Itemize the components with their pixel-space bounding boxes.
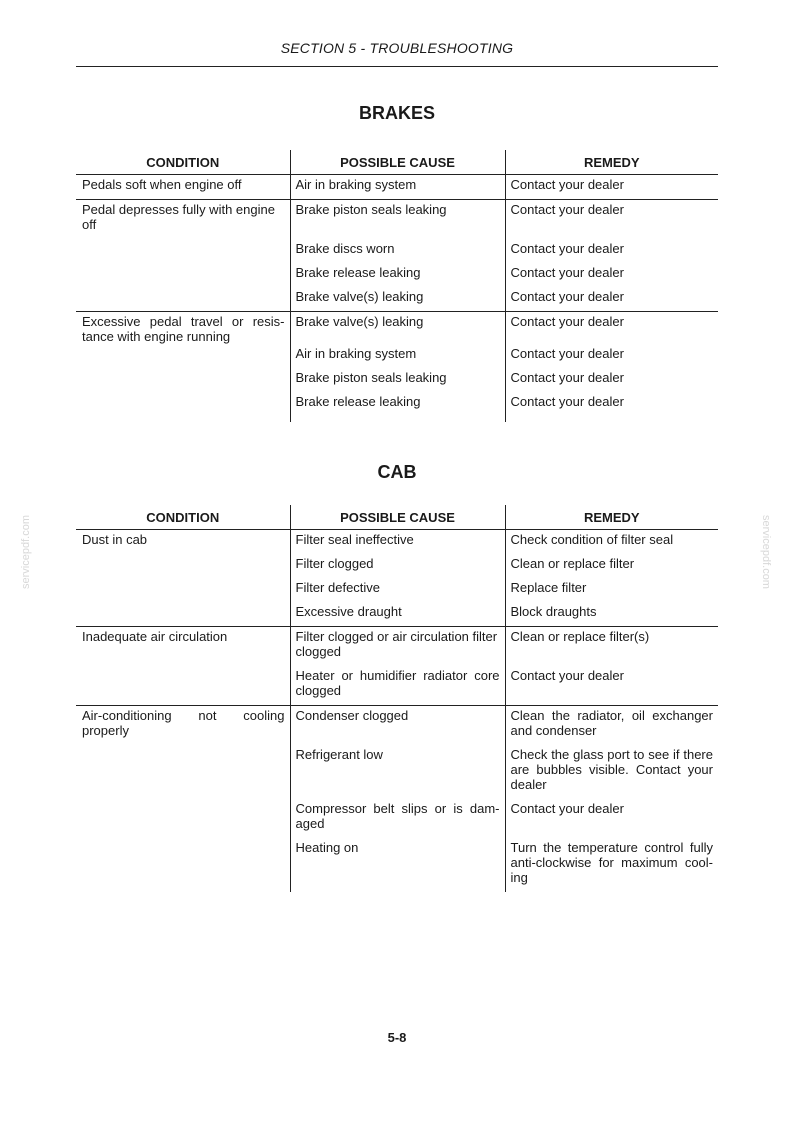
section-header: SECTION 5 - TROUBLESHOOTING <box>280 40 514 56</box>
condition-cell <box>76 554 290 578</box>
table-header-row <box>76 150 718 175</box>
cause-cell: Brake piston seals leaking <box>290 368 505 392</box>
cause-cell: Brake valve(s) leaking <box>290 312 505 345</box>
condition-cell <box>76 602 290 627</box>
cause-cell: Brake release leaking <box>290 392 505 422</box>
cause-cell: Air in braking system <box>290 344 505 368</box>
table-row <box>76 838 718 892</box>
condition-cell <box>76 838 290 892</box>
condition-cell: Dust in cab <box>82 532 148 547</box>
condition-header: CONDITION <box>76 150 290 175</box>
table-row <box>76 368 718 392</box>
condition-cell <box>76 239 290 263</box>
page-number: 5-8 <box>387 1030 407 1045</box>
remedy-cell: Replace filter <box>505 578 718 602</box>
condition-cell <box>76 287 290 312</box>
table-row <box>76 627 718 667</box>
cause-cell: Filter clogged <box>290 554 505 578</box>
table-row <box>76 287 718 312</box>
cause-cell: Air in braking system <box>290 175 505 200</box>
condition-cell <box>76 666 290 706</box>
table-row <box>76 344 718 368</box>
condition-cell <box>76 263 290 287</box>
header-rule <box>76 66 718 67</box>
condition-cell <box>76 578 290 602</box>
table-row <box>76 239 718 263</box>
table-row <box>76 578 718 602</box>
remedy-cell: Contact your dealer <box>505 287 718 312</box>
table-header-row <box>76 505 718 530</box>
condition-cell: Pedal depresses fully with engine off <box>82 202 275 232</box>
brakes-table <box>76 150 718 422</box>
remedy-cell: Contact your dealer <box>505 263 718 287</box>
cause-cell: Filter seal ineffective <box>290 530 505 555</box>
remedy-cell: Contact your dealer <box>505 368 718 392</box>
condition-cell: Excessive pedal travel or resis- tance with engine running <box>82 314 285 344</box>
cause-cell: Compressor belt slips or is dam- aged <box>290 799 505 838</box>
remedy-cell: Clean the radiator, oil exchanger and condenser <box>505 706 718 746</box>
cause-cell: Brake release leaking <box>290 263 505 287</box>
remedy-cell: Contact your dealer <box>505 239 718 263</box>
cause-header: POSSIBLE CAUSE <box>290 150 505 175</box>
table-row <box>76 263 718 287</box>
table-row <box>76 530 718 555</box>
table-row <box>76 200 718 240</box>
remedy-cell: Check the glass port to see if there are bubbles visible. Contact your dealer <box>505 745 718 799</box>
remedy-cell: Block draughts <box>505 602 718 627</box>
table-row <box>76 666 718 706</box>
table-row <box>76 602 718 627</box>
remedy-cell: Check condition of filter seal <box>505 530 718 555</box>
condition-cell <box>76 392 290 422</box>
cause-cell: Brake valve(s) leaking <box>290 287 505 312</box>
remedy-cell: Clean or replace filter(s) <box>505 627 718 667</box>
table-row <box>76 554 718 578</box>
remedy-cell: Contact your dealer <box>505 312 718 345</box>
condition-cell <box>76 799 290 838</box>
cause-cell: Brake discs worn <box>290 239 505 263</box>
cause-cell: Refrigerant low <box>290 745 505 799</box>
table-row <box>76 799 718 838</box>
cause-cell: Brake piston seals leaking <box>290 200 505 240</box>
condition-cell <box>76 344 290 368</box>
condition-cell: Air-conditioning not cooling properly <box>82 708 285 738</box>
remedy-cell: Contact your dealer <box>505 175 718 200</box>
table-row <box>76 706 718 746</box>
remedy-cell: Clean or replace filter <box>505 554 718 578</box>
cause-header: POSSIBLE CAUSE <box>290 505 505 530</box>
table-row <box>76 392 718 422</box>
remedy-cell: Contact your dealer <box>505 666 718 706</box>
cause-cell: Heater or humidifier radiator core clogged <box>290 666 505 706</box>
cause-cell: Filter defective <box>290 578 505 602</box>
brakes-title: BRAKES <box>358 103 435 123</box>
condition-cell: Inadequate air circulation <box>82 629 228 644</box>
remedy-cell: Contact your dealer <box>505 200 718 240</box>
condition-cell <box>76 368 290 392</box>
remedy-cell: Turn the temperature control fully anti-clockwise for maximum cool- ing <box>505 838 718 892</box>
remedy-cell: Contact your dealer <box>505 344 718 368</box>
cab-table <box>76 505 718 892</box>
remedy-header: REMEDY <box>505 505 718 530</box>
watermark-left: servicepdf.com <box>20 515 32 589</box>
table-row <box>76 312 718 345</box>
remedy-header: REMEDY <box>505 150 718 175</box>
condition-cell: Pedals soft when engine off <box>76 175 290 200</box>
remedy-cell: Contact your dealer <box>505 799 718 838</box>
table-row <box>76 175 718 200</box>
cause-cell: Excessive draught <box>290 602 505 627</box>
table-row <box>76 745 718 799</box>
condition-header: CONDITION <box>76 505 290 530</box>
watermark-right: servicepdf.com <box>760 515 772 589</box>
cause-cell: Heating on <box>290 838 505 892</box>
remedy-cell: Contact your dealer <box>505 392 718 422</box>
cause-cell: Condenser clogged <box>290 706 505 746</box>
cause-cell: Filter clogged or air circulation filter clogged <box>290 627 505 667</box>
condition-cell <box>76 745 290 799</box>
cab-title: CAB <box>377 462 417 482</box>
